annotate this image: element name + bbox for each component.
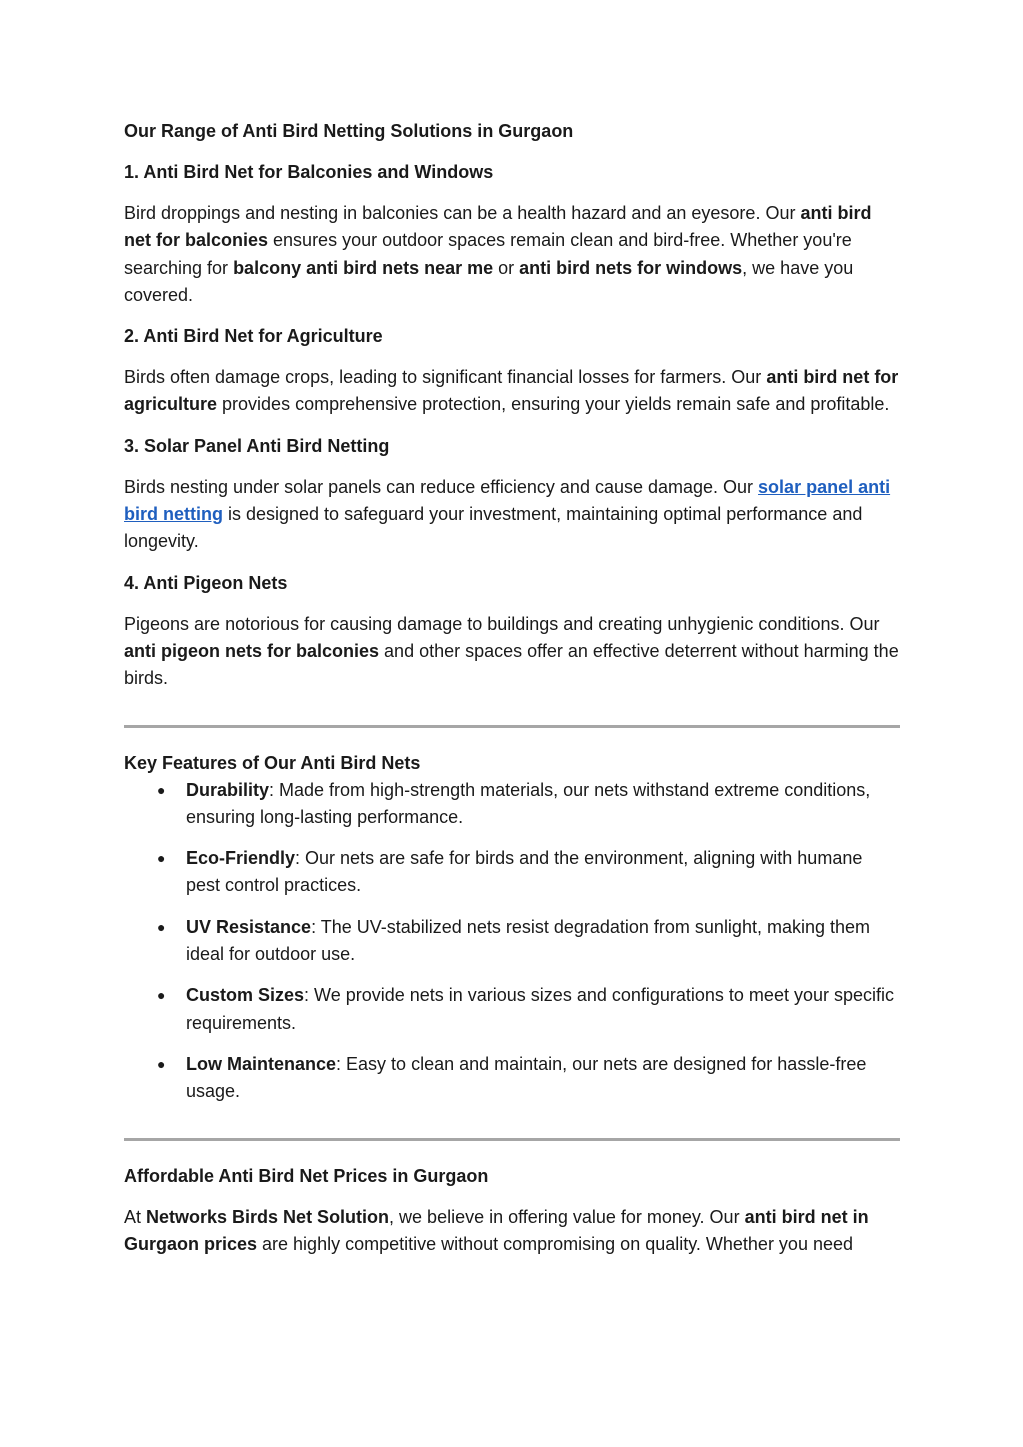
bold-term: anti bird net for balconies <box>124 203 872 251</box>
text-run: Bird droppings and nesting in balconies can be a health hazard and an eyesore. Our <box>124 203 801 223</box>
paragraph-pigeon-nets <box>124 611 900 693</box>
heading-balconies-windows: 1. Anti Bird Net for Balconies and Windows <box>124 162 494 182</box>
list-item <box>124 845 900 900</box>
text-run: provides comprehensive protection, ensuring your yields remain safe and profitable. <box>217 394 890 415</box>
text-run: Pigeons are notorious for causing damage to buildings and creating unhygienic conditions. Our <box>124 613 880 634</box>
section-title-range: Our Range of Anti Bird Netting Solutions in Gurgaon <box>124 121 574 141</box>
bold-term: anti bird net for agriculture <box>124 367 899 415</box>
text-run: is designed to safeguard your investment, maintaining optimal performance and longevity. <box>124 504 863 552</box>
feature-name: UV Resistance <box>186 916 312 937</box>
text-run: ensures your outdoor spaces remain clean and bird-free. Whether you're searching for <box>124 230 852 278</box>
text-run: , we have you covered. <box>124 257 854 305</box>
document-page <box>124 118 900 1258</box>
text-run: Birds often damage crops, leading to significant financial losses for farmers. Our <box>124 367 767 388</box>
feature-name: Eco-Friendly <box>186 848 296 869</box>
paragraph-prices <box>124 1204 900 1259</box>
list-item <box>124 777 900 832</box>
feature-text: : Easy to clean and maintain, our nets are designed for hassle-free usage. <box>186 1053 867 1102</box>
paragraph-solar-panel <box>124 474 900 556</box>
paragraph-balconies-windows <box>124 200 900 309</box>
feature-name: Low Maintenance <box>186 1053 337 1074</box>
bullet-icon: ● <box>157 781 166 798</box>
feature-name: Durability <box>186 779 270 800</box>
paragraph-agriculture <box>124 364 900 419</box>
bullet-icon: ● <box>157 1055 166 1072</box>
feature-text: : We provide nets in various sizes and configurations to meet your specific requirements. <box>186 985 894 1033</box>
section-title-prices: Affordable Anti Bird Net Prices in Gurgaon <box>124 1165 489 1186</box>
bold-term: anti bird net in Gurgaon prices <box>124 1206 869 1254</box>
bold-term: Networks Birds Net Solution <box>146 1206 390 1227</box>
bold-term: anti pigeon nets for balconies <box>124 640 380 661</box>
list-item <box>124 982 900 1037</box>
list-item <box>124 1051 900 1106</box>
feature-text: : Made from high-strength materials, our nets withstand extreme conditions, ensuring long-lasting performance. <box>186 779 871 827</box>
section-title-features: Key Features of Our Anti Bird Nets <box>124 752 421 773</box>
feature-name: Custom Sizes <box>186 985 305 1006</box>
text-run: Birds nesting under solar panels can reduce efficiency and cause damage. Our <box>124 476 759 497</box>
bold-term: balcony anti bird nets near me <box>233 257 494 278</box>
bold-term: anti bird nets for windows <box>519 257 743 278</box>
list-item <box>124 914 900 969</box>
bullet-icon: ● <box>157 987 166 1004</box>
heading-solar-panel: 3. Solar Panel Anti Bird Netting <box>124 435 390 456</box>
feature-text: : The UV-stabilized nets resist degradation from sunlight, making them ideal for outdoor use. <box>186 916 871 965</box>
section-divider <box>124 1138 900 1141</box>
bullet-icon: ● <box>157 918 166 935</box>
bullet-icon: ● <box>157 850 166 867</box>
solar-panel-netting-link[interactable]: solar panel anti bird netting <box>124 476 891 525</box>
section-divider <box>124 725 900 728</box>
text-run: or <box>493 257 520 278</box>
text-run: , we believe in offering value for money. Our <box>389 1206 745 1227</box>
heading-pigeon-nets: 4. Anti Pigeon Nets <box>124 572 288 593</box>
heading-agriculture: 2. Anti Bird Net for Agriculture <box>124 326 383 347</box>
text-run: At <box>124 1206 147 1227</box>
features-list <box>124 777 900 1106</box>
text-run: and other spaces offer an effective deterrent without harming the birds. <box>124 640 899 689</box>
text-run: are highly competitive without compromising on quality. Whether you need <box>257 1233 853 1254</box>
feature-text: : Our nets are safe for birds and the environment, aligning with humane pest control practices. <box>186 848 863 896</box>
